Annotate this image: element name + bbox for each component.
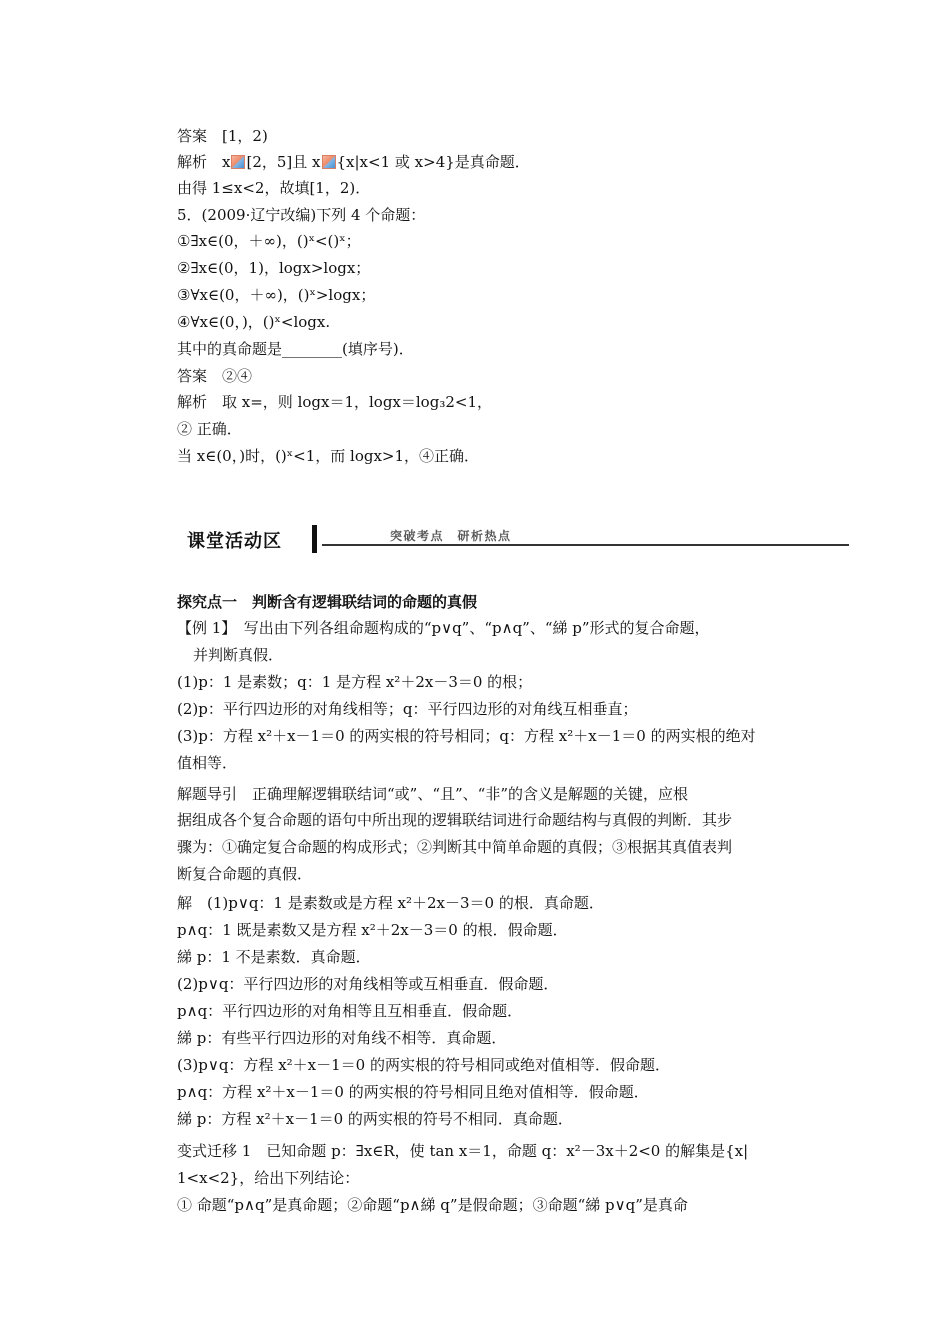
example-1-line: 【例 1】 写出由下列各组命题构成的“p∨q”、“p∧q”、“綈 p”形式的复合命题， <box>177 619 710 637</box>
analysis-text-b: [2，5]且 x <box>246 153 321 171</box>
analysis-line-2: 解析 取 x=，则 logx＝1，logx＝log₃2<1， <box>177 393 492 411</box>
example-1-item: (1)p：1 是素数；q：1 是方程 x²＋2x－3＝0 的根； <box>177 673 533 691</box>
solution-line: (2)p∨q：平行四边形的对角线相等或互相垂直．假命题． <box>177 975 559 993</box>
text-line-2: ② 正确． <box>177 420 242 438</box>
answer-line: 答案 [1，2) <box>177 127 268 145</box>
solution-line: 綈 p：方程 x²＋x－1＝0 的两实根的符号不相同．真命题． <box>177 1110 573 1128</box>
section-banner <box>177 525 849 555</box>
analysis-text-c: {x|x<1 或 x>4}是真命题． <box>336 153 530 171</box>
variant-line: 变式迁移 1 已知命题 p：∃x∈R，使 tan x＝1，命题 q：x²－3x＋2<0 的解集是{x| <box>177 1142 749 1160</box>
banner-title: 课堂活动区 <box>187 531 282 552</box>
guide-line: 据组成各个复合命题的语句中所出现的逻辑联结词进行命题结构与真假的判断．其步 <box>177 811 733 829</box>
text-line-3: 当 x∈(0，)时，()ˣ<1，而 logx>1，④正确． <box>177 447 480 465</box>
proposition-1: ①∃x∈(0，＋∞)，()ˣ<()ˣ； <box>177 232 361 250</box>
broken-image-icon <box>322 155 336 169</box>
solution-line: 解 (1)p∨q：1 是素数或是方程 x²＋2x－3＝0 的根．真命题． <box>177 894 604 912</box>
banner-subtitle: 突破考点 研析热点 <box>390 529 512 543</box>
text-line: 由得 1≤x<2，故填[1，2)． <box>177 179 371 197</box>
proposition-3: ③∀x∈(0，＋∞)，()ˣ>logx； <box>177 286 376 304</box>
problem-5-heading: 5．(2009·辽宁改编)下列 4 个命题： <box>177 206 426 224</box>
section-heading: 探究点一 判断含有逻辑联结词的命题的真假 <box>177 593 478 611</box>
analysis-line <box>177 152 530 172</box>
solution-line: p∧q：1 既是素数又是方程 x²＋2x－3＝0 的根．假命题． <box>177 921 568 939</box>
guide-line: 解题导引 正确理解逻辑联结词“或”、“且”、“非”的含义是解题的关键，应根 <box>177 785 689 803</box>
example-1-line: 并判断真假． <box>193 646 284 664</box>
example-1-item: (3)p：方程 x²＋x－1＝0 的两实根的符号相同；q：方程 x²＋x－1＝0 的两实根的绝对 <box>177 727 756 745</box>
example-1-item: (2)p：平行四边形的对角线相等；q：平行四边形的对角线互相垂直； <box>177 700 638 718</box>
solution-line: p∧q：平行四边形的对角相等且互相垂直．假命题． <box>177 1002 523 1020</box>
solution-line: 綈 p：有些平行四边形的对角线不相等．真命题． <box>177 1029 507 1047</box>
example-1-item: 值相等． <box>177 754 238 772</box>
guide-line: 骤为：①确定复合命题的构成形式；②判断其中简单命题的真假；③根据其真值表判 <box>177 838 733 856</box>
guide-line: 断复合命题的真假． <box>177 865 313 883</box>
solution-line: p∧q：方程 x²＋x－1＝0 的两实根的符号相同且绝对值相等．假命题． <box>177 1083 649 1101</box>
solution-line: 綈 p：1 不是素数．真命题． <box>177 948 371 966</box>
answer-line-2: 答案 ②④ <box>177 367 253 385</box>
analysis-text-a: 解析 x <box>177 153 231 171</box>
variant-line: 1<x<2}，给出下列结论： <box>177 1169 360 1187</box>
proposition-4: ④∀x∈(0，)，()ˣ<logx. <box>177 313 331 331</box>
banner-divider-bar <box>312 525 317 553</box>
banner-rule <box>322 544 849 546</box>
variant-line: ① 命题“p∧q”是真命题；②命题“p∧綈 q”是假命题；③命题“綈 p∨q”是真命 <box>177 1196 688 1214</box>
question-line: 其中的真命题是________(填序号)． <box>177 340 414 358</box>
proposition-2: ②∃x∈(0，1)，logx>logx； <box>177 259 371 277</box>
solution-line: (3)p∨q：方程 x²＋x－1＝0 的两实根的符号相同或绝对值相等．假命题． <box>177 1056 670 1074</box>
broken-image-icon <box>231 155 245 169</box>
